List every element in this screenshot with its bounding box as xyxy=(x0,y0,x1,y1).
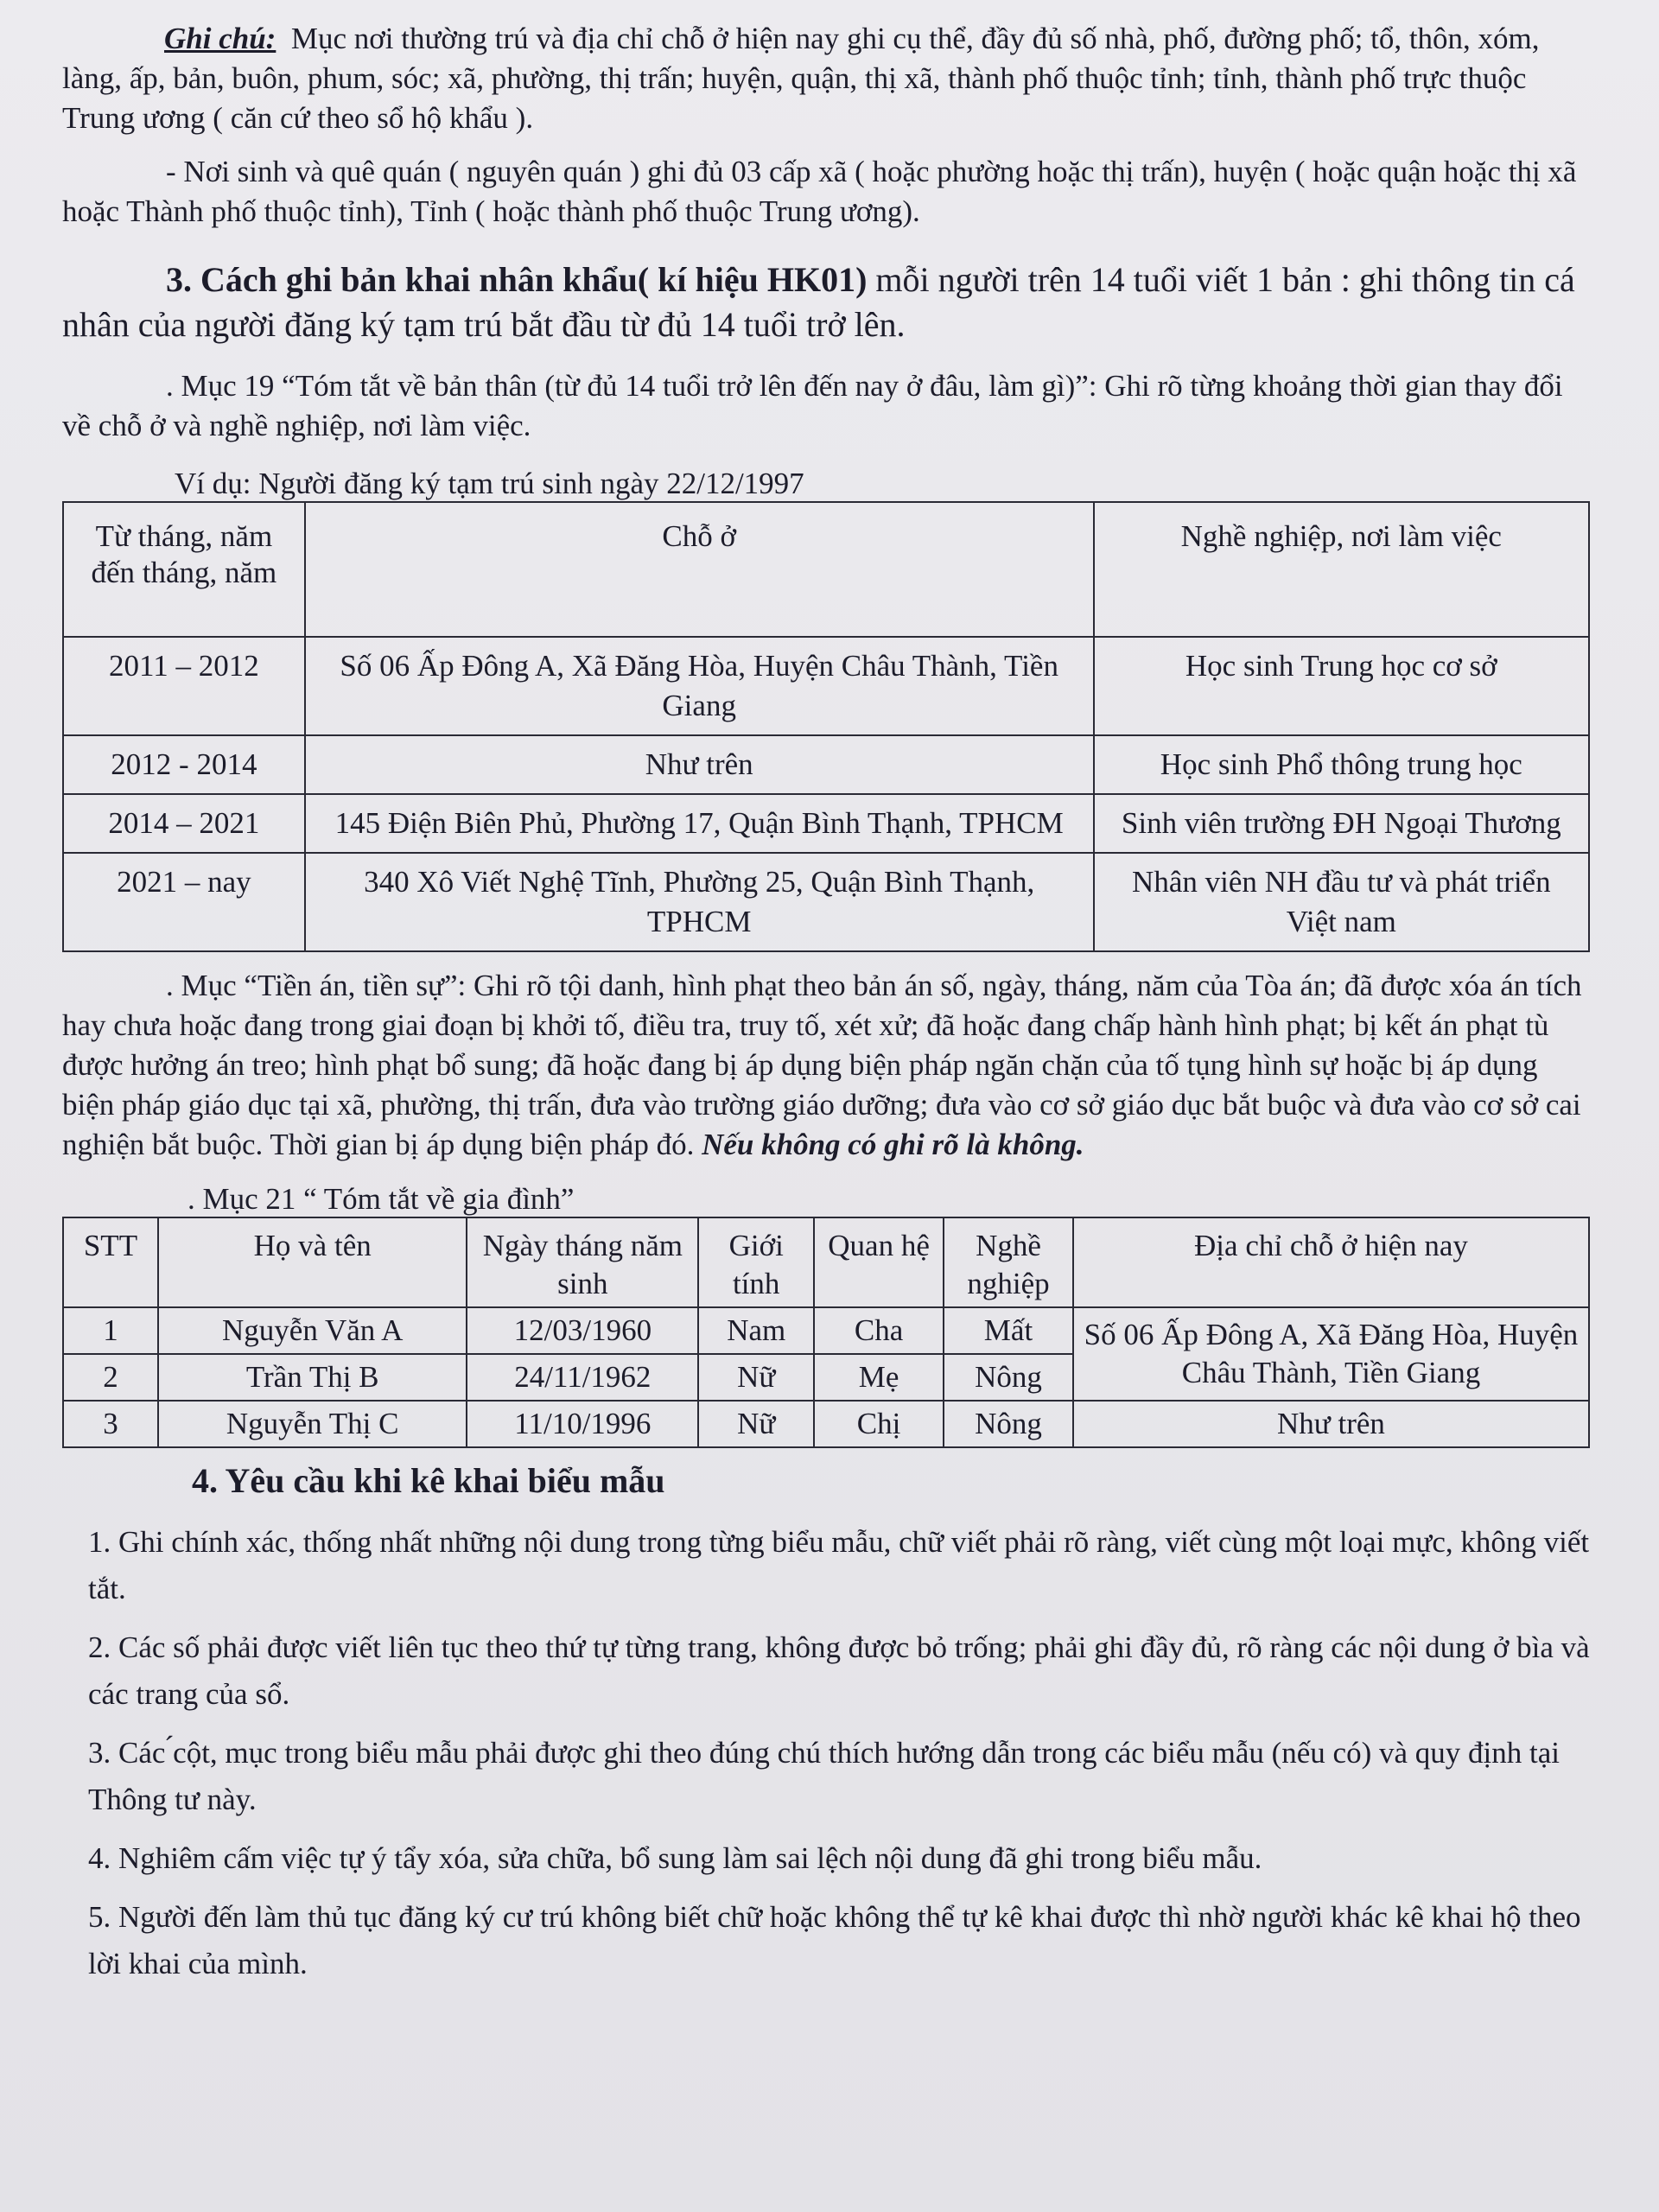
table-cell: Nguyễn Văn A xyxy=(158,1307,467,1354)
table-cell: Nữ xyxy=(698,1354,814,1401)
table-cell: Nam xyxy=(698,1307,814,1354)
table-cell: Nhân viên NH đầu tư và phát triển Việt nam xyxy=(1094,853,1589,951)
item-21-caption: . Mục 21 “ Tóm tắt về gia đình” xyxy=(188,1182,575,1216)
table-cell: 2014 – 2021 xyxy=(63,794,305,853)
table-cell: Cha xyxy=(814,1307,944,1354)
section-3 xyxy=(62,257,1590,347)
table-cell: 2012 - 2014 xyxy=(63,735,305,794)
column-header: Họ và tên xyxy=(158,1217,467,1307)
column-header: Từ tháng, năm đến tháng, năm xyxy=(63,502,305,637)
requirement-item: 1. Ghi chính xác, thống nhất những nội dung trong từng biểu mẫu, chữ viết phải rõ ràng, viết cùng một loại mực, không viết tắt. xyxy=(88,1525,1590,1605)
table-row xyxy=(63,794,1589,853)
requirement-item: 4. Nghiêm cấm việc tự ý tẩy xóa, sửa chữa, bổ sung làm sai lệch nội dung đã ghi trong biểu mẫu. xyxy=(88,1841,1262,1875)
table-cell: 12/03/1960 xyxy=(467,1307,698,1354)
table-row xyxy=(63,1307,1589,1354)
criminal-record-text: . Mục “Tiền án, tiền sự”: Ghi rõ tội danh, hình phạt theo bản án số, ngày, tháng, năm của Tòa án; đã được xóa án tích hay chưa hoặc đang trong giai đoạn bị khởi tố, điều tra, truy tố, xét xử; đã hoặc đang chấp hành hình phạt; bị kết án phạt tù được hưởng án treo; hình phạt bổ sung; đã hoặc đang bị áp dụng biện pháp ngăn chặn của tố tụng hình sự hoặc bị áp dụng biện pháp giáo dục tại xã, phường, thị trấn, đưa vào trường giáo dưỡng; đưa vào cơ sở giáo dục bắt buộc và đưa vào cơ sở cai nghiện bắt buộc. Thời gian bị áp dụng biện pháp đó. xyxy=(62,969,1582,1161)
table-cell: 2021 – nay xyxy=(63,853,305,951)
table-cell: Sinh viên trường ĐH Ngoại Thương xyxy=(1094,794,1589,853)
birthplace-note: - Nơi sinh và quê quán ( nguyên quán ) ghi đủ 03 cấp xã ( hoặc phường hoặc thị trấn), huyện ( hoặc quận hoặc thị xã hoặc Thành phố thuộc tỉnh), Tỉnh ( hoặc thành phố thuộc Trung ương). xyxy=(62,155,1577,228)
table-cell: 24/11/1962 xyxy=(467,1354,698,1401)
note-label: Ghi chú: xyxy=(164,22,276,55)
table-cell: 2 xyxy=(63,1354,158,1401)
residence-history-table xyxy=(62,501,1590,952)
table-row xyxy=(63,1401,1589,1447)
table-cell: Mẹ xyxy=(814,1354,944,1401)
table-cell: Nguyễn Thị C xyxy=(158,1401,467,1447)
table-row xyxy=(63,853,1589,951)
column-header: Nghề nghiệp xyxy=(944,1217,1073,1307)
column-header: Quan hệ xyxy=(814,1217,944,1307)
item-19-paragraph: . Mục 19 “Tóm tắt về bản thân (từ đủ 14 tuổi trở lên đến nay ở đâu, làm gì)”: Ghi rõ từng khoảng thời gian thay đổi về chỗ ở và nghề nghiệp, nơi làm việc. xyxy=(62,369,1563,442)
requirement-item: 2. Các số phải được viết liên tục theo thứ tự từng trang, không được bỏ trống; phải ghi đầy đủ, rõ ràng các nội dung ở bìa và các trang của sổ. xyxy=(88,1630,1590,1711)
table-cell: Nông xyxy=(944,1354,1073,1401)
table-row xyxy=(63,735,1589,794)
table-cell: 2011 – 2012 xyxy=(63,637,305,735)
section-4-heading: 4. Yêu cầu khi kê khai biểu mẫu xyxy=(192,1461,665,1500)
table-cell: Học sinh Trung học cơ sở xyxy=(1094,637,1589,735)
column-header: Ngày tháng năm sinh xyxy=(467,1217,698,1307)
table-cell: Mất xyxy=(944,1307,1073,1354)
criminal-record-paragraph xyxy=(62,966,1590,1165)
table-cell: 11/10/1996 xyxy=(467,1401,698,1447)
table-cell: Nông xyxy=(944,1401,1073,1447)
table-row xyxy=(63,637,1589,735)
table-cell: 340 Xô Viết Nghệ Tĩnh, Phường 25, Quận Bình Thạnh, TPHCM xyxy=(305,853,1094,951)
shared-address-cell: Số 06 Ấp Đông A, Xã Đăng Hòa, Huyện Châu Thành, Tiền Giang xyxy=(1073,1307,1589,1401)
column-header: Nghề nghiệp, nơi làm việc xyxy=(1094,502,1589,637)
requirement-item: 5. Người đến làm thủ tục đăng ký cư trú không biết chữ hoặc không thể tự kê khai được thì nhờ người khác kê khai hộ theo lời khai của mình. xyxy=(88,1900,1581,1980)
column-header: STT xyxy=(63,1217,158,1307)
table-cell: 145 Điện Biên Phủ, Phường 17, Quận Bình Thạnh, TPHCM xyxy=(305,794,1094,853)
column-header: Giới tính xyxy=(698,1217,814,1307)
column-header: Địa chỉ chỗ ở hiện nay xyxy=(1073,1217,1589,1307)
table-cell: Như trên xyxy=(1073,1401,1589,1447)
column-header: Chỗ ở xyxy=(305,502,1094,637)
table-header-row xyxy=(63,502,1589,637)
table-cell: Học sinh Phổ thông trung học xyxy=(1094,735,1589,794)
table-header-row xyxy=(63,1217,1589,1307)
table-cell: Trần Thị B xyxy=(158,1354,467,1401)
family-table xyxy=(62,1217,1590,1448)
table-cell: Như trên xyxy=(305,735,1094,794)
requirement-item: 3. Các ́cột, mục trong biểu mẫu phải được ghi theo đúng chú thích hướng dẫn trong các biểu mẫu (nếu có) và quy định tại Thông tư này. xyxy=(88,1736,1560,1816)
table-cell: 1 xyxy=(63,1307,158,1354)
example-caption: Ví dụ: Người đăng ký tạm trú sinh ngày 22/12/1997 xyxy=(175,467,804,500)
table-cell: Chị xyxy=(814,1401,944,1447)
criminal-record-emphasis: Nếu không có ghi rõ là không. xyxy=(702,1128,1084,1161)
note-paragraph xyxy=(62,19,1590,138)
note-text: Mục nơi thường trú và địa chỉ chỗ ở hiện nay ghi cụ thể, đầy đủ số nhà, phố, đường phố; tổ, thôn, xóm, làng, ấp, bản, buôn, phum, sóc; xã, phường, thị trấn; huyện, quận, thị xã, thành phố thuộc tỉnh; tỉnh, thành phố trực thuộc Trung ương ( căn cứ theo sổ hộ khẩu ). xyxy=(62,22,1540,135)
table-cell: 3 xyxy=(63,1401,158,1447)
table-cell: Nữ xyxy=(698,1401,814,1447)
section-3-heading: 3. Cách ghi bản khai nhân khẩu( kí hiệu HK01) xyxy=(166,260,868,299)
table-cell: Số 06 Ấp Đông A, Xã Đăng Hòa, Huyện Châu Thành, Tiền Giang xyxy=(305,637,1094,735)
section-3-heading-rest: mỗi người trên 14 tuổi viết 1 bản : ghi thông tin cá nhân của người đăng ký tạm trú bắt đầu từ đủ 14 tuổi trở lên. xyxy=(62,260,1575,344)
